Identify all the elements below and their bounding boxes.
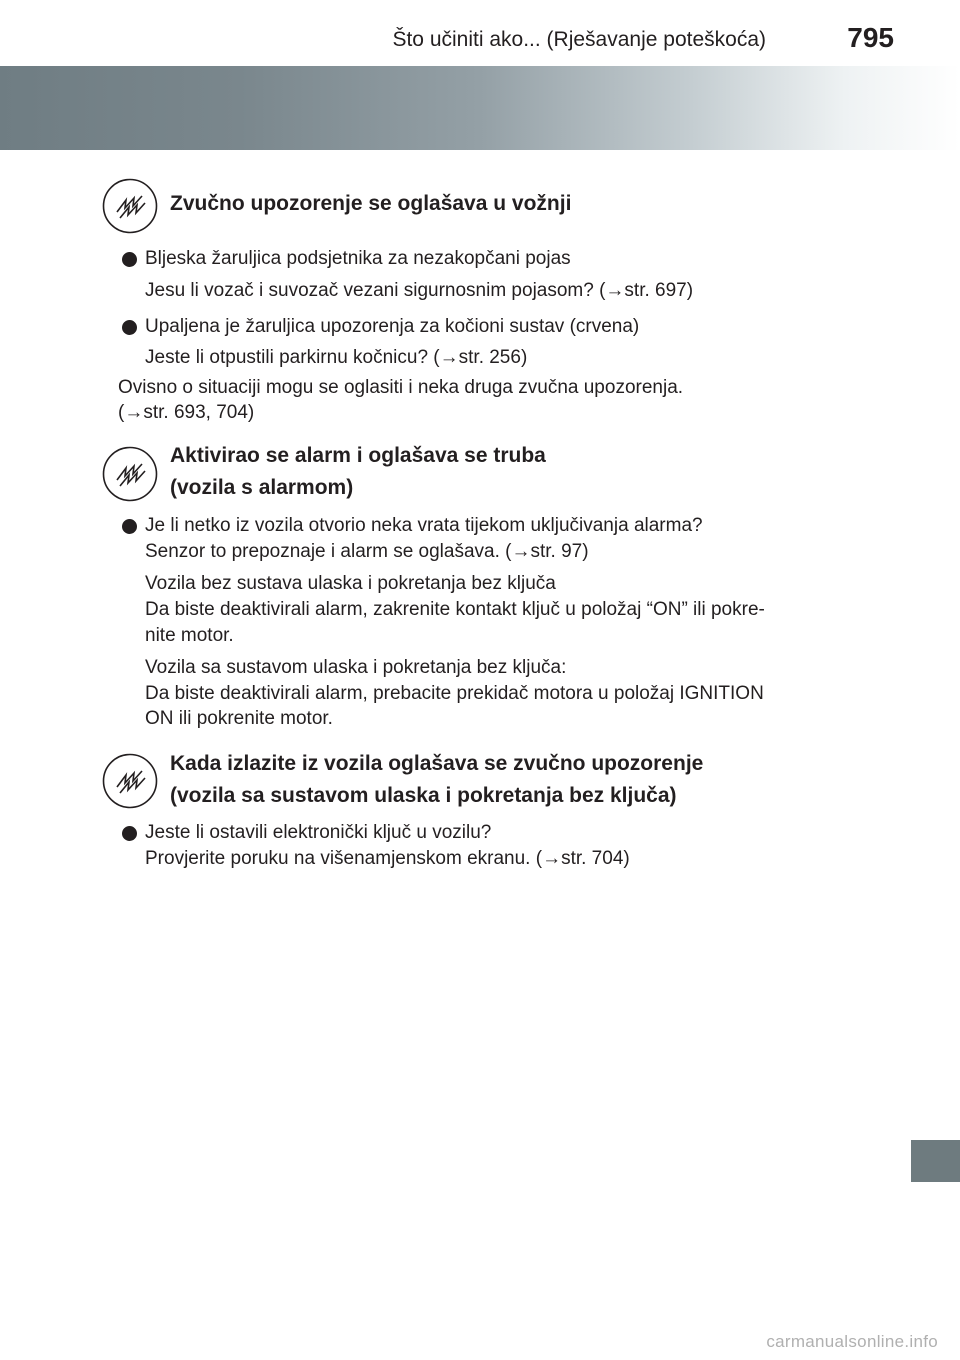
bullet-dot <box>122 320 137 335</box>
answer-text: Jesu li vozač i suvozač vezani sigurnosnim pojasom? (→str. 697) <box>145 280 694 301</box>
answer-text: Jeste li otpustili parkirnu kočnicu? (→str. 256) <box>145 347 528 368</box>
paragraph-text: ON ili pokrenite motor. <box>145 708 333 729</box>
note-text: Ovisno o situaciji mogu se oglasiti i neka druga zvučna upozorenja. <box>118 377 684 398</box>
paragraph-text: Da biste deaktivirali alarm, prebacite prekidač motora u položaj IGNITION <box>145 683 764 704</box>
bullet-text: Senzor to prepoznaje i alarm se oglašava. (→str. 97) <box>145 541 589 562</box>
page-number: 795 <box>847 22 894 53</box>
paragraph-text: nite motor. <box>145 625 234 646</box>
paragraph-text: Vozila bez sustava ulaska i pokretanja bez ključa <box>145 573 556 594</box>
bullet-dot <box>122 826 137 841</box>
section-heading: Zvučno upozorenje se oglašava u vožnji <box>170 192 572 215</box>
watermark-text: carmanualsonline.info <box>766 1332 938 1351</box>
section-heading: Kada izlazite iz vozila oglašava se zvučno upozorenje <box>170 752 704 775</box>
warning-sound-icon <box>102 446 158 502</box>
section-heading: Aktivirao se alarm i oglašava se truba <box>170 444 546 467</box>
bullet-dot <box>122 252 137 267</box>
bullet-text: Je li netko iz vozila otvorio neka vrata tijekom uključivanja alarma? <box>145 515 703 536</box>
paragraph-text: Da biste deaktivirali alarm, zakrenite kontakt ključ u položaj “ON” ili pokre- <box>145 599 765 620</box>
bullet-text: Provjerite poruku na višenamjenskom ekranu. (→str. 704) <box>145 848 630 869</box>
bullet-dot <box>122 519 137 534</box>
paragraph-text: Vozila sa sustavom ulaska i pokretanja bez ključa: <box>145 657 567 678</box>
section-heading: (vozila sa sustavom ulaska i pokretanja bez ključa) <box>170 784 677 807</box>
running-header-title: Što učiniti ako... (Rješavanje poteškoća) <box>392 28 766 51</box>
chapter-side-tab <box>911 1140 960 1182</box>
header-band <box>0 66 960 150</box>
section-heading: (vozila s alarmom) <box>170 476 354 499</box>
bullet-text: Jeste li ostavili elektronički ključ u vozilu? <box>145 822 492 843</box>
warning-sound-icon <box>102 178 158 234</box>
bullet-text: Bljeska žaruljica podsjetnika za nezakopčani pojas <box>145 248 571 269</box>
warning-sound-icon <box>102 753 158 809</box>
note-text: (→str. 693, 704) <box>118 402 255 423</box>
bullet-text: Upaljena je žaruljica upozorenja za kočioni sustav (crvena) <box>145 316 640 337</box>
